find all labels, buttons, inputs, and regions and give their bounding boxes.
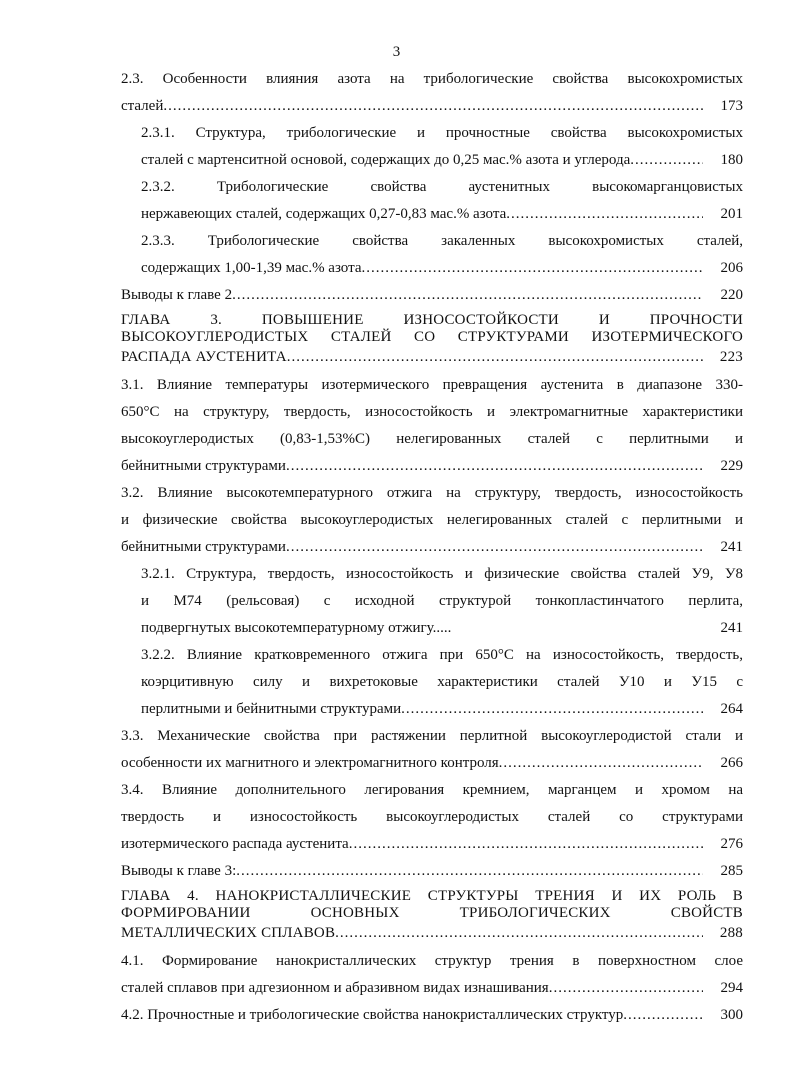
toc-page-number: 206 bbox=[720, 260, 743, 276]
toc-line-text: нержавеющих сталей, содержащих 0,27-0,83 мас.% азота bbox=[141, 206, 507, 222]
toc-entry-4-1 bbox=[121, 948, 743, 1002]
toc-page-number: 229 bbox=[720, 458, 743, 474]
toc-page-number: 264 bbox=[720, 701, 743, 717]
dot-leader bbox=[349, 831, 703, 858]
toc-line-last bbox=[121, 975, 743, 1002]
toc-line-last bbox=[121, 453, 743, 480]
toc-line-last bbox=[121, 922, 743, 944]
toc-line-last bbox=[141, 696, 743, 723]
toc-page-number: 180 bbox=[720, 152, 743, 168]
toc-page-number: 220 bbox=[720, 287, 743, 303]
toc-line-last bbox=[121, 534, 743, 561]
toc-entry-chapter-4 bbox=[121, 885, 743, 948]
toc-line-last bbox=[121, 282, 743, 309]
toc-line-text: перлитными и бейнитными структурами bbox=[141, 701, 402, 717]
toc-line: 2.3.3. Трибологические свойства закаленных высокохромистых сталей, bbox=[141, 233, 743, 249]
toc-line: 2.3.1. Структура, трибологические и прочностные свойства высокохромистых bbox=[141, 125, 743, 141]
toc-line-last bbox=[121, 831, 743, 858]
dot-leader bbox=[236, 858, 703, 885]
toc-line-text: подвергнутых высокотемпературному отжигу..... bbox=[141, 620, 452, 636]
toc-line: ГЛАВА 4. НАНОКРИСТАЛЛИЧЕСКИЕ СТРУКТУРЫ ТРЕНИЯ И ИХ РОЛЬ В bbox=[121, 888, 743, 904]
toc-line-text: сталей bbox=[121, 98, 164, 114]
toc-line-text: содержащих 1,00-1,39 мас.% азота bbox=[141, 260, 362, 276]
toc-entry-conclusions-3 bbox=[121, 858, 743, 885]
toc-line: твердость и износостойкость высокоуглеродистых сталей со структурами bbox=[121, 809, 743, 825]
toc-line-last bbox=[121, 750, 743, 777]
toc-entry-2-3-3 bbox=[141, 228, 743, 282]
toc-line-text: особенности их магнитного и электромагнитного контроля bbox=[121, 755, 499, 771]
toc-line-text: Выводы к главе 3: bbox=[121, 863, 237, 879]
toc-line-last bbox=[121, 858, 743, 885]
toc-line-last bbox=[141, 147, 743, 174]
toc-entry-3-4 bbox=[121, 777, 743, 858]
toc-line: 2.3.2. Трибологические свойства аустенитных высокомарганцовистых bbox=[141, 179, 743, 195]
toc-page-number: 285 bbox=[720, 863, 743, 879]
toc-page-number: 241 bbox=[720, 620, 743, 636]
toc-page-number: 294 bbox=[720, 980, 743, 996]
toc-line-last bbox=[121, 93, 743, 120]
table-of-contents bbox=[121, 66, 743, 1029]
toc-line: ГЛАВА 3. ПОВЫШЕНИЕ ИЗНОСОСТОЙКОСТИ И ПРОЧНОСТИ bbox=[121, 312, 743, 328]
dot-leader bbox=[232, 282, 703, 309]
toc-page-number: 201 bbox=[720, 206, 743, 222]
toc-page-number: 266 bbox=[720, 755, 743, 771]
toc-entry-2-3 bbox=[121, 66, 743, 120]
toc-line: и физические свойства высокоуглеродистых нелегированных сталей с перлитными и bbox=[121, 512, 743, 528]
toc-entry-chapter-3 bbox=[121, 309, 743, 372]
dot-leader bbox=[286, 534, 703, 561]
toc-line-text: изотермического распада аустенита bbox=[121, 836, 349, 852]
toc-page-number: 288 bbox=[719, 925, 743, 941]
dot-leader bbox=[362, 255, 703, 282]
dot-leader bbox=[335, 922, 703, 944]
toc-line-last bbox=[121, 1002, 743, 1029]
dot-leader bbox=[506, 201, 703, 228]
dot-leader bbox=[163, 93, 703, 120]
toc-line-text: сталей сплавов при адгезионном и абразивном видах изнашивания bbox=[121, 980, 549, 996]
toc-line: 3.2.1. Структура, твердость, износостойкость и физические свойства сталей У9, У8 bbox=[141, 566, 743, 582]
toc-line: 3.3. Механические свойства при растяжении перлитной высокоуглеродистой стали и bbox=[121, 728, 743, 744]
toc-entry-conclusions-2 bbox=[121, 282, 743, 309]
toc-line-text: МЕТАЛЛИЧЕСКИХ СПЛАВОВ bbox=[121, 925, 336, 941]
toc-page-number: 173 bbox=[720, 98, 743, 114]
toc-line-text: Выводы к главе 2 bbox=[121, 287, 233, 303]
toc-line-text: бейнитными структурами bbox=[121, 539, 286, 555]
dot-leader bbox=[287, 346, 703, 368]
page-number: 3 bbox=[392, 44, 401, 60]
toc-line: 3.4. Влияние дополнительного легирования кремнием, марганцем и хромом на bbox=[121, 782, 743, 798]
toc-entry-2-3-1 bbox=[141, 120, 743, 174]
toc-line-last bbox=[121, 346, 743, 368]
toc-line-last bbox=[141, 201, 743, 228]
dot-leader bbox=[286, 453, 703, 480]
toc-line: 3.2. Влияние высокотемпературного отжига на структуру, твердость, износостойкость bbox=[121, 485, 743, 501]
toc-line: 3.1. Влияние температуры изотермического превращения аустенита в диапазоне 330- bbox=[121, 377, 743, 393]
toc-line: ВЫСОКОУГЛЕРОДИСТЫХ СТАЛЕЙ СО СТРУКТУРАМИ ИЗОТЕРМИЧЕСКОГО bbox=[121, 329, 743, 345]
dot-leader bbox=[499, 750, 703, 777]
toc-line-text: РАСПАДА АУСТЕНИТА bbox=[121, 349, 287, 365]
toc-page-number: 223 bbox=[719, 349, 743, 365]
toc-line-text: сталей с мартенситной основой, содержащих до 0,25 мас.% азота и углерода bbox=[141, 152, 631, 168]
toc-entry-3-2 bbox=[121, 480, 743, 561]
toc-entry-2-3-2 bbox=[141, 174, 743, 228]
toc-line: и М74 (рельсовая) с исходной структурой тонкопластинчатого перлита, bbox=[141, 593, 743, 609]
toc-page-number: 276 bbox=[720, 836, 743, 852]
toc-entry-3-2-1 bbox=[141, 561, 743, 642]
dot-leader bbox=[630, 147, 703, 174]
toc-line: 3.2.2. Влияние кратковременного отжига при 650°С на износостойкость, твердость, bbox=[141, 647, 743, 663]
dot-leader bbox=[623, 1002, 703, 1029]
dot-leader bbox=[549, 975, 703, 1002]
toc-entry-3-3 bbox=[121, 723, 743, 777]
dot-leader bbox=[401, 696, 703, 723]
toc-page-number: 241 bbox=[720, 539, 743, 555]
toc-line: высокоуглеродистых (0,83-1,53%С) нелегированных сталей с перлитными и bbox=[121, 431, 743, 447]
toc-page-number: 300 bbox=[720, 1007, 743, 1023]
toc-entry-3-1 bbox=[121, 372, 743, 480]
toc-line: 4.1. Формирование нанокристаллических структур трения в поверхностном слое bbox=[121, 953, 743, 969]
toc-line-text: 4.2. Прочностные и трибологические свойства нанокристаллических структур bbox=[121, 1007, 624, 1023]
toc-line-last bbox=[141, 255, 743, 282]
toc-entry-4-2 bbox=[121, 1002, 743, 1029]
toc-line-last bbox=[141, 615, 743, 642]
toc-line: коэрцитивную силу и вихретоковые характеристики сталей У10 и У15 с bbox=[141, 674, 743, 690]
toc-entry-3-2-2 bbox=[141, 642, 743, 723]
toc-line: 2.3. Особенности влияния азота на трибологические свойства высокохромистых bbox=[121, 71, 743, 87]
toc-line: ФОРМИРОВАНИИ ОСНОВНЫХ ТРИБОЛОГИЧЕСКИХ СВОЙСТВ bbox=[121, 905, 743, 921]
toc-line: 650°С на структуру, твердость, износостойкость и электромагнитные характеристики bbox=[121, 404, 743, 420]
toc-line-text: бейнитными структурами bbox=[121, 458, 286, 474]
